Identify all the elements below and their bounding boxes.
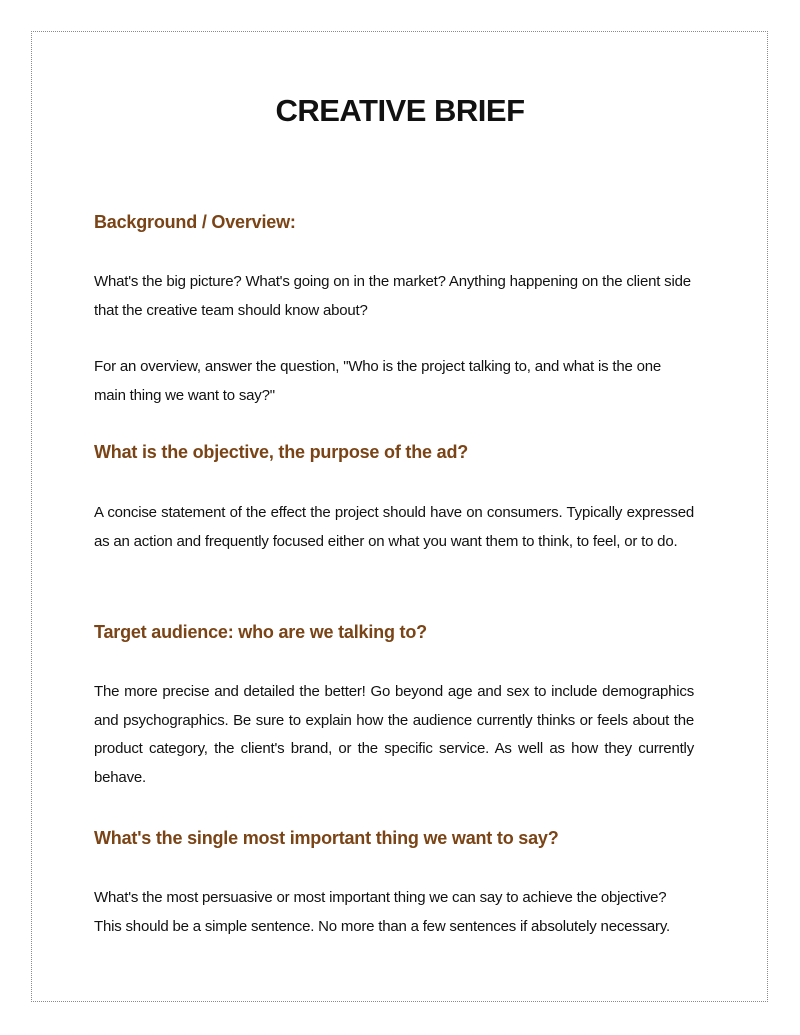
section-paragraph-key-message: What's the most persuasive or most important thing we can say to achieve the objective? This should be a simple sentence. No more than a few sentences if absolutely necessary. [94, 889, 670, 935]
section-heading-objective: What is the objective, the purpose of the ad? [94, 442, 469, 462]
section-heading-key-message: What's the single most important thing we want to say? [94, 828, 559, 848]
section-paragraph-target-audience: The more precise and detailed the better! Go beyond age and sex to include demographics and psychographics. Be sure to explain how the audience currently thinks or feels about the product category, the client's brand, or the specific service. As well as how they currently behave. [94, 683, 694, 786]
section-paragraph-background-2: For an overview, answer the question, "Who is the project talking to, and what is the one main thing we want to say?" [94, 358, 662, 404]
section-paragraph-objective: A concise statement of the effect the project should have on consumers. Typically expressed as an action and frequently focused either on what you want them to think, to feel, or to do. [94, 504, 694, 550]
section-heading-target-audience: Target audience: who are we talking to? [94, 622, 427, 642]
document-title: CREATIVE BRIEF [275, 93, 525, 128]
section-paragraph-background-1: What's the big picture? What's going on in the market? Anything happening on the client side that the creative team should know about? [94, 273, 691, 319]
section-heading-background: Background / Overview: [94, 212, 296, 232]
